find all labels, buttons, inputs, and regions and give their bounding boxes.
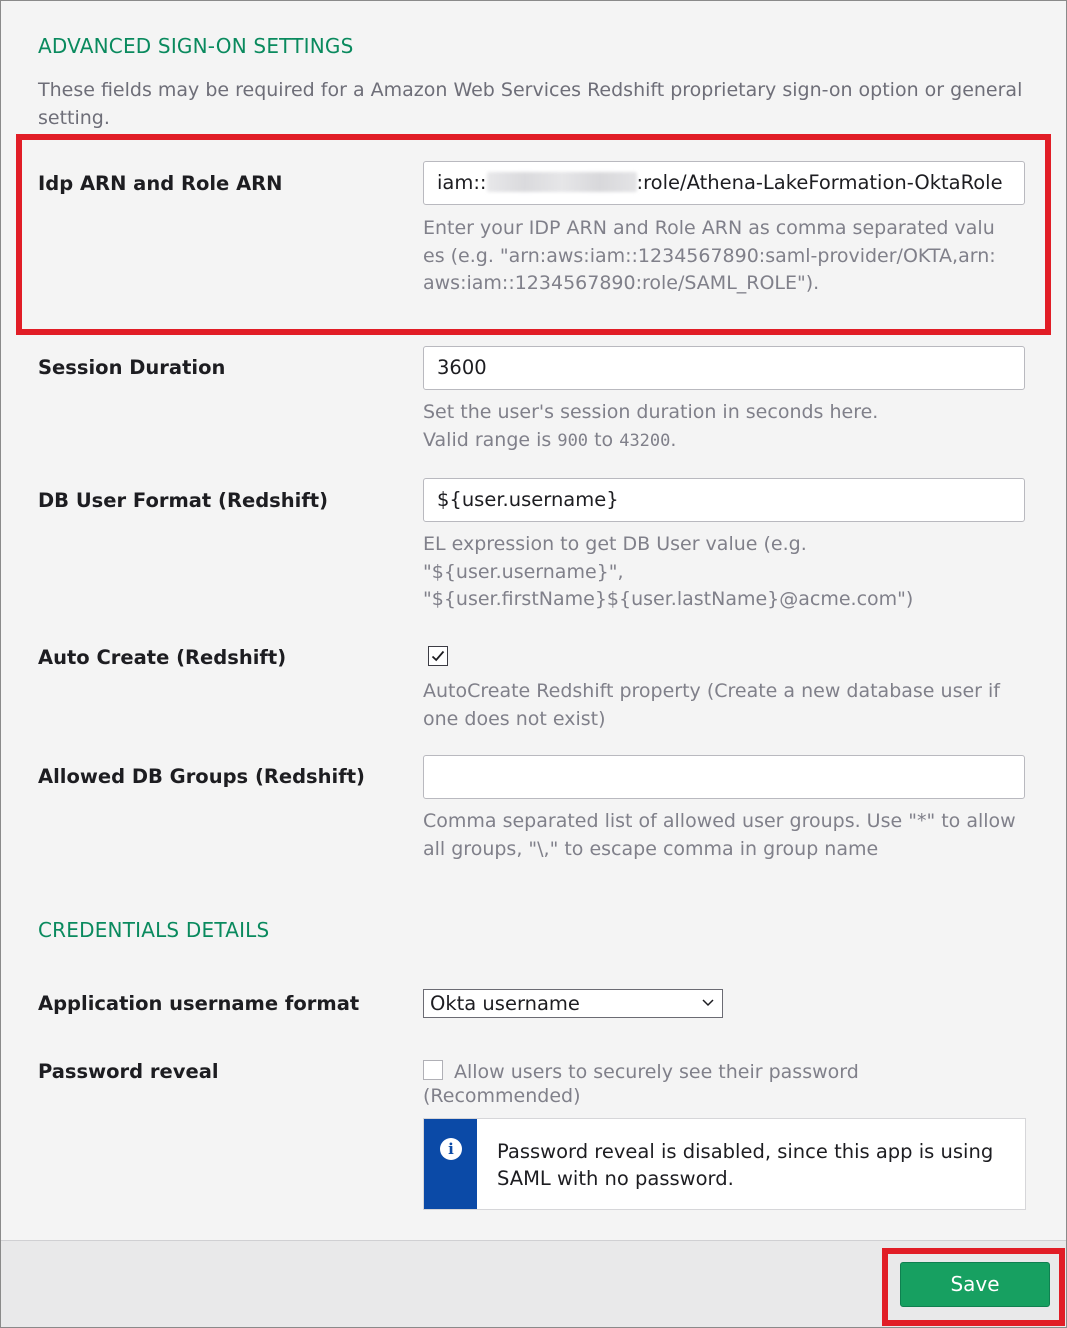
auto-create-label: Auto Create (Redshift) (38, 646, 287, 669)
username-format-select[interactable] (423, 989, 723, 1018)
auto-create-hint: AutoCreate Redshift property (Create a new database user if one does not exist) (423, 680, 1000, 730)
db-user-format-hint (423, 531, 1033, 614)
password-reveal-info-box (423, 1118, 1026, 1210)
idp-arn-hint: Enter your IDP ARN and Role ARN as comma separated values (e.g. "arn:aws:iam::1234567890:saml-provider/OKTA,arn:aws:iam::1234567890:role/SAML_ROLE"). (423, 217, 996, 294)
checkmark-icon (430, 648, 446, 664)
db-user-format-hint-line3: "${user.firstName}${user.lastName}@acme.com") (423, 588, 914, 610)
session-duration-label: Session Duration (38, 356, 226, 379)
save-button[interactable]: Save (900, 1262, 1050, 1307)
session-duration-hint (423, 399, 1033, 455)
advanced-settings-description: These fields may be required for a Amazon Web Services Redshift proprietary sign-on option or general setting. (38, 79, 1023, 129)
session-duration-hint-line1: Set the user's session duration in seconds here. (423, 401, 879, 423)
info-message: Password reveal is disabled, since this app is using SAML with no password. (497, 1140, 994, 1190)
username-format-label: Application username format (38, 992, 360, 1015)
range-prefix: Valid range is (423, 428, 558, 451)
db-user-format-hint-line1: EL expression to get DB User value (e.g. (423, 533, 807, 555)
db-user-format-input[interactable]: ${user.username} (423, 478, 1025, 522)
idp-arn-label: Idp ARN and Role ARN (38, 172, 283, 195)
range-max: 43200 (619, 430, 671, 451)
redacted-account-id (487, 172, 637, 192)
allowed-groups-input[interactable] (423, 755, 1025, 799)
allowed-groups-hint: Comma separated list of allowed user groups. Use "*" to allow all groups, "\," to escape comma in group name (423, 810, 1016, 860)
allowed-groups-label: Allowed DB Groups (Redshift) (38, 765, 365, 788)
username-format-selected: Okta username (430, 992, 580, 1015)
info-strip (424, 1119, 477, 1209)
auto-create-checkbox[interactable] (428, 646, 448, 666)
password-reveal-note: (Recommended) (423, 1085, 581, 1107)
chevron-down-icon (702, 999, 714, 1007)
db-user-format-hint-line2: "${user.username}", (423, 560, 624, 583)
range-suffix: . (670, 428, 677, 451)
advanced-settings-title: ADVANCED SIGN-ON SETTINGS (38, 34, 354, 58)
password-reveal-option-label: Allow users to securely see their password (454, 1061, 859, 1083)
password-reveal-checkbox[interactable] (423, 1060, 443, 1080)
session-duration-input[interactable]: 3600 (423, 346, 1025, 390)
range-min: 900 (557, 430, 589, 451)
range-mid: to (588, 428, 620, 451)
db-user-format-label: DB User Format (Redshift) (38, 489, 329, 512)
idp-arn-value-prefix: iam:: (437, 171, 487, 194)
idp-arn-value-suffix: :role/Athena-LakeFormation-OktaRole (636, 171, 1003, 194)
credentials-title: CREDENTIALS DETAILS (38, 918, 270, 942)
idp-arn-input[interactable] (423, 161, 1025, 205)
password-reveal-label: Password reveal (38, 1060, 219, 1083)
session-duration-hint-line2 (423, 427, 1033, 456)
info-icon: i (440, 1138, 462, 1160)
